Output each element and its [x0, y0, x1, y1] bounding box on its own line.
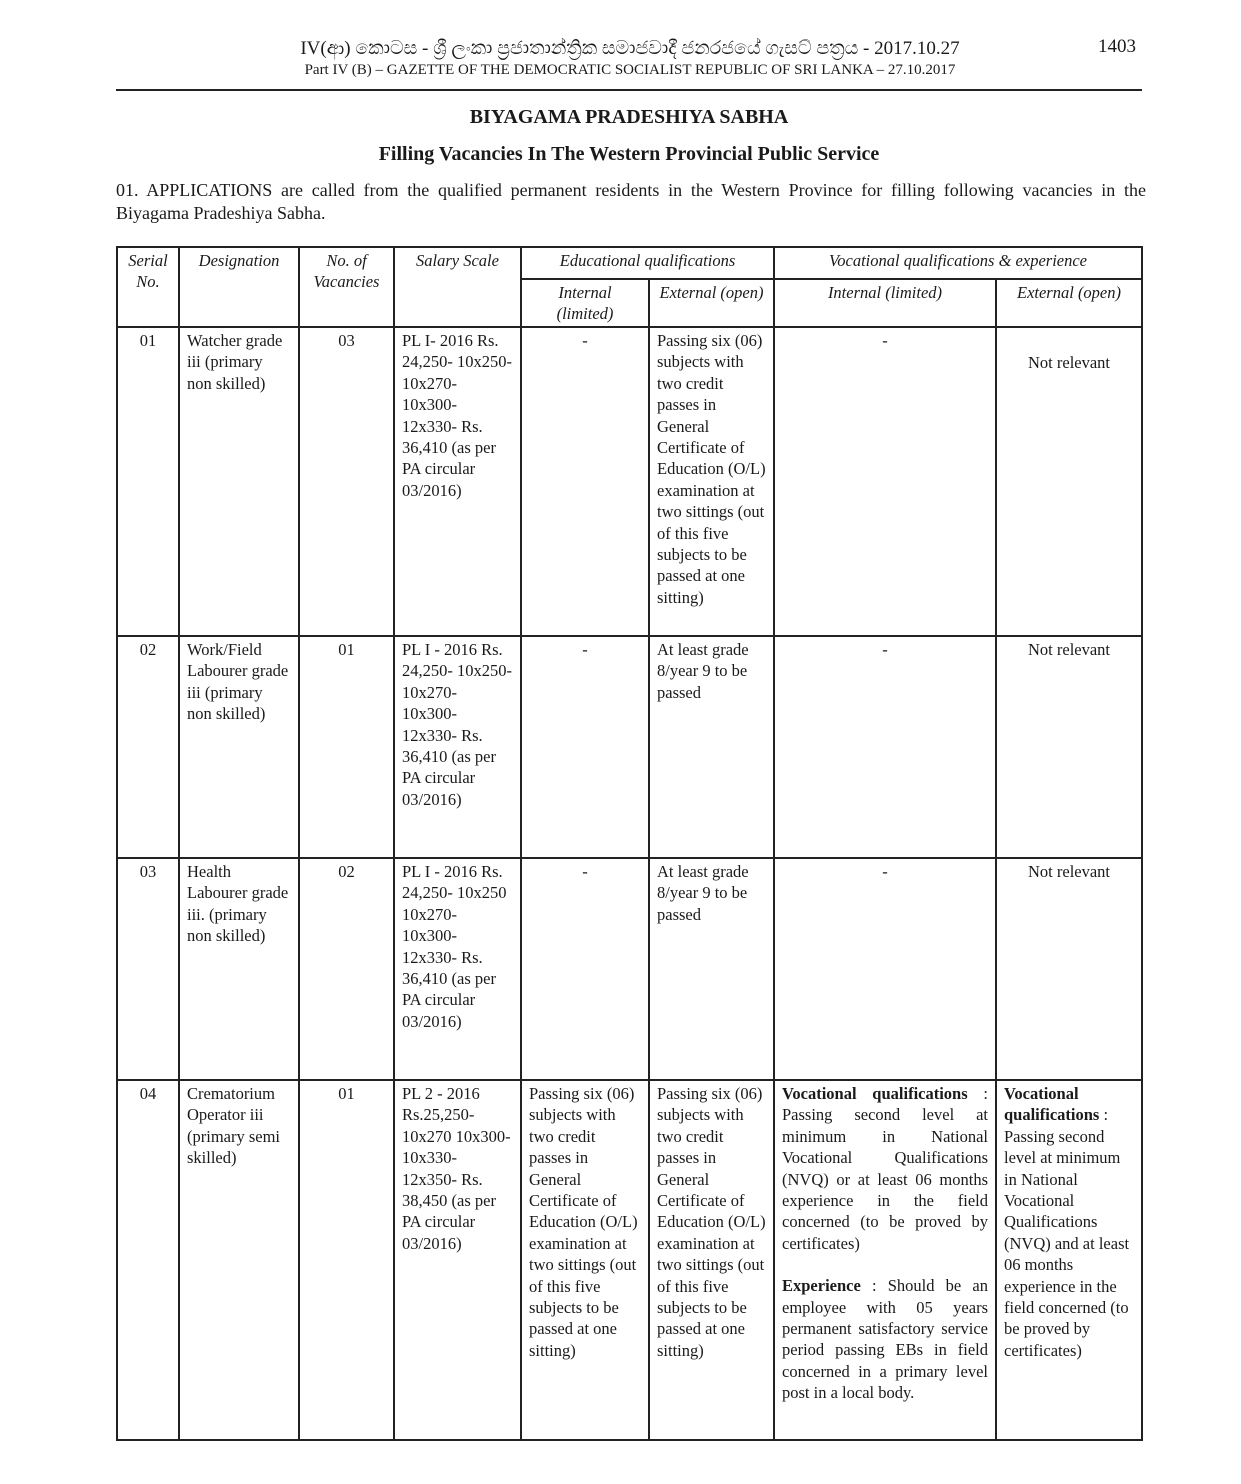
col-header-edu-internal: Internal (limited): [521, 279, 649, 327]
table-row: [117, 636, 1142, 858]
cell-edu-external: Passing six (06) subjects with two credit passes in General Certificate of Education (O/L) examination at two sittings (out of this five subjects to be passed at one sitting): [649, 327, 774, 636]
col-header-educational: Educational qualifications: [521, 247, 774, 279]
cell-edu-external: Passing six (06) subjects with two credit passes in General Certificate of Education (O/L) examination at two sittings (out of this five subjects to be passed at one sitting): [649, 1080, 774, 1440]
voc-external-label: Vocational qualifications: [1004, 1084, 1100, 1125]
header-english-line: Part IV (B) – GAZETTE OF THE DEMOCRATIC SOCIALIST REPUBLIC OF SRI LANKA – 27.10.2017: [304, 62, 956, 78]
cell-salary: PL I - 2016 Rs. 24,250- 10x250 10x270- 10x300- 12x330- Rs. 36,410 (as per PA circular 03/2016): [394, 858, 521, 1080]
voc-internal-experience: Experience : Should be an employee with 05 years permanent satisfactory service period passing EBs in field concerned in a primary level post in a local body.: [782, 1276, 988, 1403]
cell-vacancies: 02: [299, 858, 394, 1080]
cell-edu-internal: -: [521, 327, 649, 636]
header-rule: [116, 89, 1142, 91]
table-row: [117, 1080, 1142, 1440]
voc-internal-label2: Experience: [782, 1276, 861, 1296]
cell-voc-external: Not relevant: [996, 858, 1142, 1080]
cell-serial: 02: [117, 636, 179, 858]
cell-salary: PL 2 - 2016 Rs.25,250- 10x270 10x300- 10x330- 12x350- Rs. 38,450 (as per PA circular 03/2016): [394, 1080, 521, 1440]
cell-edu-internal: Passing six (06) subjects with two credit passes in General Certificate of Education (O/L) examination at two sittings (out of this five subjects to be passed at one sitting): [521, 1080, 649, 1440]
document-subtitle: Filling Vacancies In The Western Provincial Public Service: [378, 143, 880, 165]
cell-voc-internal: [774, 1080, 996, 1440]
cell-voc-external: Vocational qualifications : Passing second level at minimum in National Vocational Qualifications (NVQ) and at least 06 months experience in the field concerned (to be proved by certificates): [996, 1080, 1142, 1440]
cell-edu-external: At least grade 8/year 9 to be passed: [649, 858, 774, 1080]
cell-designation: Work/Field Labourer grade iii (primary non skilled): [179, 636, 299, 858]
page-number: 1403: [1098, 36, 1136, 57]
voc-internal-qualifications: Vocational qualifications : Passing second level at minimum in National Vocational Qualifications (NVQ) or at least 06 months experience in the field concerned (to be proved by certificates): [782, 1084, 988, 1253]
cell-voc-external: Not relevant: [996, 327, 1142, 636]
cell-designation: Health Labourer grade iii. (primary non skilled): [179, 858, 299, 1080]
cell-serial: 04: [117, 1080, 179, 1440]
voc-internal-text2: Should be an employee with 05 years permanent satisfactory service period passing EBs in field concerned in a primary level post in a local body.: [782, 1276, 988, 1403]
table-row: [117, 858, 1142, 1080]
vacancies-table: [116, 246, 1143, 1441]
voc-external-text: Passing second level at minimum in National Vocational Qualifications (NVQ) and at least 06 months experience in the field concerned (to be proved by certificates): [1004, 1126, 1130, 1360]
cell-voc-internal: -: [774, 327, 996, 636]
cell-voc-external: Not relevant: [996, 636, 1142, 858]
cell-serial: 03: [117, 858, 179, 1080]
col-header-vacancies: No. of Vacancies: [299, 247, 394, 327]
cell-vacancies: 01: [299, 1080, 394, 1440]
cell-designation: Watcher grade iii (primary non skilled): [179, 327, 299, 636]
col-header-salary: Salary Scale: [394, 247, 521, 327]
cell-voc-internal: -: [774, 858, 996, 1080]
voc-internal-label1: Vocational qualifications: [782, 1084, 968, 1103]
cell-vacancies: 01: [299, 636, 394, 858]
col-header-voc-internal: Internal (limited): [774, 279, 996, 327]
col-header-vocational: Vocational qualifications & experience: [774, 247, 1142, 279]
voc-internal-text1: Passing second level at minimum in National Vocational Qualifications (NVQ) or at least 06 months experience in the field concerned (to be proved by certificates): [782, 1105, 988, 1253]
col-header-voc-external: External (open): [996, 279, 1142, 327]
cell-serial: 01: [117, 327, 179, 636]
cell-voc-internal: -: [774, 636, 996, 858]
cell-edu-internal: -: [521, 636, 649, 858]
col-header-designation: Designation: [179, 247, 299, 327]
cell-designation: Crematorium Operator iii (primary semi skilled): [179, 1080, 299, 1440]
cell-salary: PL I- 2016 Rs. 24,250- 10x250- 10x270- 10x300- 12x330- Rs. 36,410 (as per PA circular 03/2016): [394, 327, 521, 636]
intro-paragraph: 01. APPLICATIONS are called from the qualified permanent residents in the Western Province for filling following vacancies in the Biyagama Pradeshiya Sabha.: [116, 180, 1146, 223]
table-header-row: [117, 247, 1142, 279]
cell-edu-internal: -: [521, 858, 649, 1080]
cell-vacancies: 03: [299, 327, 394, 636]
cell-edu-external: At least grade 8/year 9 to be passed: [649, 636, 774, 858]
cell-salary: PL I - 2016 Rs. 24,250- 10x250- 10x270- 10x300- 12x330- Rs. 36,410 (as per PA circular 03/2016): [394, 636, 521, 858]
table-row: [117, 327, 1142, 636]
col-header-serial: Serial No.: [117, 247, 179, 327]
document-title: BIYAGAMA PRADESHIYA SABHA: [469, 106, 789, 128]
col-header-edu-external: External (open): [649, 279, 774, 327]
header-sinhala-line: IV(ආ) කොටස - ශ්‍රී ලංකා ප්‍රජාතාන්ත්‍රික සමාජවාදී ජනරජයේ ගැසට් පත්‍රය - 2017.10.27: [300, 38, 960, 59]
